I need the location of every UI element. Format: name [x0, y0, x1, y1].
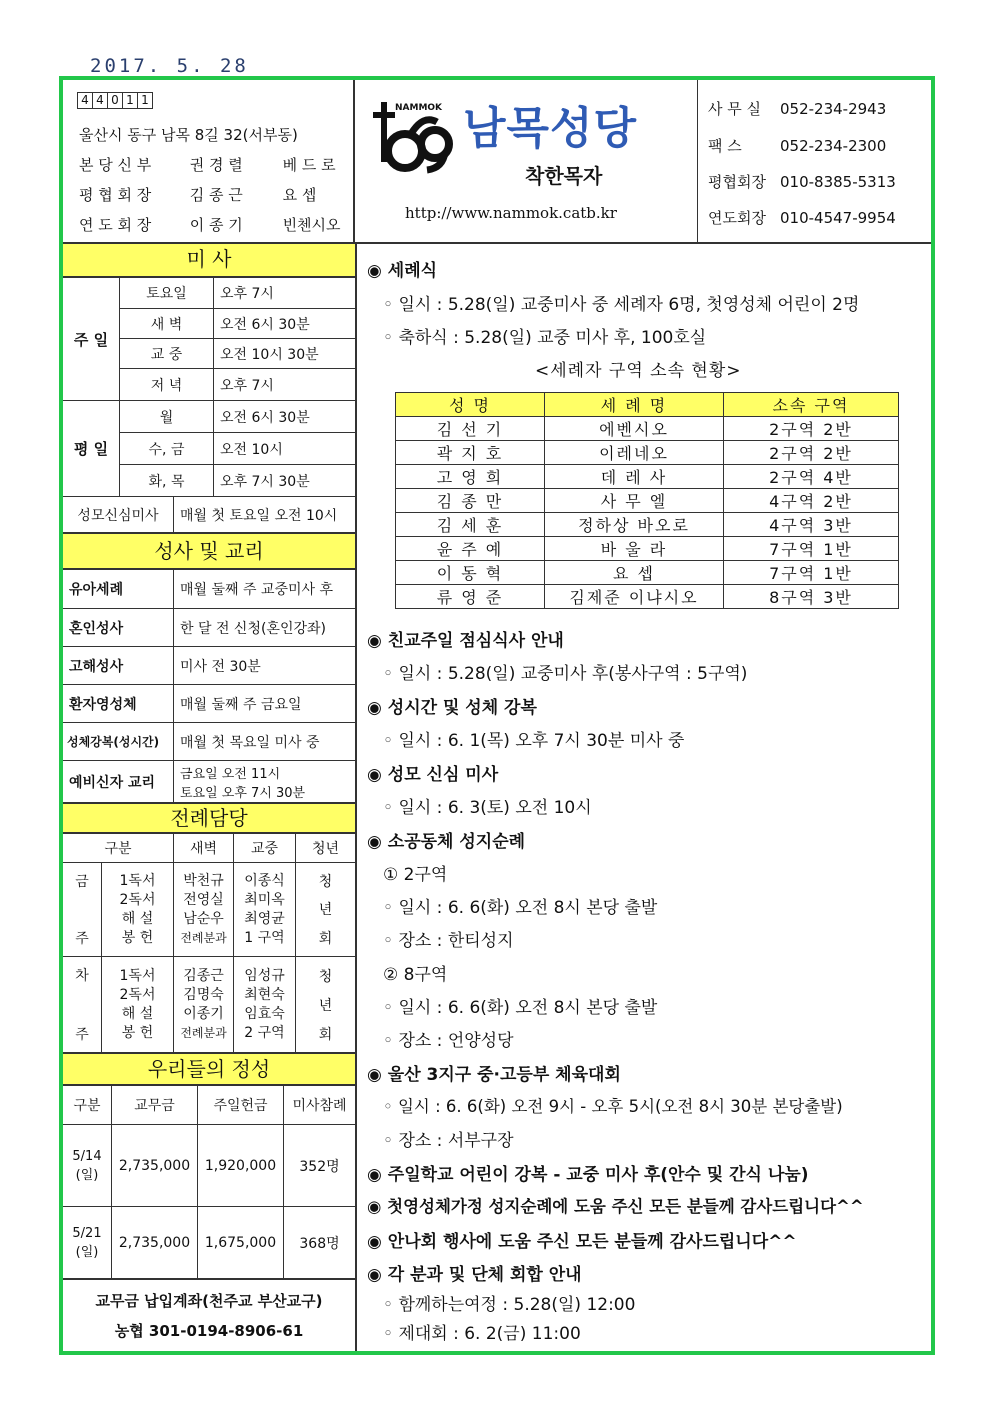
table-cell: 김제준 이냐시오 [545, 585, 724, 609]
staff-line [79, 154, 336, 175]
staff-saint: 빈첸시오 [282, 216, 341, 234]
mass-day: 수, 금 [119, 432, 213, 464]
liturgy-week-label [63, 862, 101, 956]
bullet-icon: ◉ [367, 698, 388, 718]
news-title: 안나회 행사에 도움 주신 모든 분들께 감사드립니다^^ [387, 1232, 797, 1252]
account-title: 교무금 납입계좌(천주교 부산교구) [95, 1291, 323, 1310]
news-line [383, 290, 859, 315]
logo-text: NAMMOK [395, 103, 443, 113]
staff-line [79, 184, 316, 205]
table-row [396, 585, 899, 609]
news-text: 일시 : 6. 6(화) 오전 8시 본당 출발 [398, 998, 658, 1018]
mass-day: 교 중 [119, 338, 213, 368]
table-header: 성 명 [396, 393, 545, 417]
table-cell: 7구역 1반 [724, 561, 899, 585]
liturgy-person: 이종식 [244, 872, 285, 889]
sacrament-value: 매월 첫 목요일 미사 중 [173, 722, 355, 760]
mass-time: 오전 10시 30분 [213, 338, 355, 368]
circled-number: ② [383, 965, 399, 985]
offering-date-text: 5/14 [72, 1148, 102, 1164]
liturgy-person: 최미옥 [244, 891, 285, 908]
contact-value: 052-234-2300 [780, 137, 887, 155]
offering-header: 주일헌금 [197, 1086, 283, 1124]
liturgy-role: 봉 헌 [121, 929, 154, 946]
news-line [383, 993, 657, 1018]
account-number: 농협 301-0194-8906-61 [114, 1321, 304, 1340]
news-text: 함께하는여정 : 5.28(일) 12:00 [398, 1295, 636, 1315]
offering-day-text: (일) [75, 1167, 99, 1183]
staff-role: 평 협 회 장 [79, 186, 152, 204]
staff-role: 연 도 회 장 [79, 216, 152, 234]
mass-time: 오후 7시 30분 [213, 464, 355, 496]
bulletin-frame [59, 76, 935, 1355]
contact-line [708, 207, 896, 228]
liturgy-week-char: 주 [75, 931, 89, 947]
contact-line [708, 171, 896, 192]
zone-name: 2구역 [403, 865, 448, 885]
liturgy-person: 전례분과 [180, 930, 227, 945]
offering-sunday: 1,675,000 [197, 1206, 283, 1278]
offering-header: 교무금 [111, 1086, 197, 1124]
news-heading [367, 1260, 582, 1285]
mary-mass-time: 매월 첫 토요일 오전 10시 [173, 496, 355, 532]
sacrament-label: 예비신자 교리 [63, 760, 173, 802]
small-bullet-icon: ◦ [383, 1031, 399, 1051]
liturgy-person: 전영실 [183, 891, 224, 908]
news-title: 첫영성체가정 성지순례에 도움 주신 모든 분들께 감사드립니다^^ [387, 1197, 864, 1216]
liturgy-week-label [63, 956, 101, 1052]
table-cell: 2구역 2반 [724, 417, 899, 441]
sacrament-value: 미사 전 30분 [173, 646, 355, 684]
liturgy-person: 1 구역 [244, 929, 285, 946]
table-cell: 이 동 혁 [396, 561, 545, 585]
news-line [383, 659, 747, 684]
table-cell: 4구역 3반 [724, 513, 899, 537]
pilgrimage-zone [383, 860, 447, 885]
mass-day: 화, 목 [119, 464, 213, 496]
news-line [383, 726, 684, 751]
table-header: 세 례 명 [545, 393, 724, 417]
liturgy-week-char: 금 [75, 874, 89, 890]
zip-digit: 4 [92, 92, 108, 109]
table-cell: 김 세 훈 [396, 513, 545, 537]
news-line [383, 1026, 514, 1051]
sacrament-value: 토요일 오후 7시 30분 [180, 785, 306, 801]
zip-digit: 4 [77, 92, 93, 109]
baptism-table [395, 392, 899, 609]
table-row [396, 489, 899, 513]
sacrament-label: 고해성사 [63, 646, 173, 684]
table-cell: 바 울 라 [545, 537, 724, 561]
table-cell: 7구역 1반 [724, 537, 899, 561]
news-text: 장소 : 언양성당 [398, 1031, 514, 1051]
mass-day: 저 녁 [119, 368, 213, 400]
news-title: 세례식 [387, 261, 438, 281]
small-bullet-icon: ◦ [383, 798, 399, 818]
mass-section-title: 미 사 [63, 244, 355, 278]
liturgy-main [233, 862, 295, 956]
table-cell: 고 영 희 [396, 465, 545, 489]
sunday-label: 주 일 [73, 330, 109, 349]
bulletin-date: 2017. 5. 28 [90, 55, 249, 77]
liturgy-role: 1독서 [119, 872, 156, 889]
mass-time: 오전 6시 30분 [213, 308, 355, 338]
church-logo-icon [371, 96, 457, 176]
small-bullet-icon: ◦ [383, 898, 399, 918]
liturgy-person: 임효숙 [244, 1005, 285, 1022]
table-cell: 2구역 2반 [724, 441, 899, 465]
liturgy-roles [101, 956, 173, 1052]
bullet-icon: ◉ [367, 1065, 388, 1085]
contact-label: 평협회장 [708, 173, 766, 191]
liturgy-header: 교중 [233, 834, 295, 862]
liturgy-role: 2독서 [119, 986, 156, 1003]
liturgy-roles [101, 862, 173, 956]
small-bullet-icon: ◦ [383, 1097, 398, 1116]
liturgy-youth [295, 956, 355, 1052]
small-bullet-icon: ◦ [383, 931, 399, 951]
sacrament-label: 유아세례 [69, 582, 124, 598]
sacrament-value: 한 달 전 신청(혼인강좌) [173, 608, 355, 646]
liturgy-person: 박천규 [183, 872, 224, 889]
bullet-icon: ◉ [367, 832, 388, 852]
news-heading [367, 1060, 621, 1085]
news-text: 일시 : 5.28(일) 교중미사 중 세례자 6명, 첫영성체 어린이 2명 [398, 295, 860, 315]
header [63, 80, 931, 244]
small-bullet-icon: ◦ [383, 328, 399, 348]
liturgy-week-char: 주 [75, 1027, 89, 1043]
table-cell: 사 무 엘 [545, 489, 724, 513]
news-title: 각 분과 및 단체 회합 안내 [387, 1265, 582, 1285]
table-row [396, 561, 899, 585]
news-text: 일시 : 6. 1(목) 오후 7시 30분 미사 중 [398, 731, 685, 751]
small-bullet-icon: ◦ [383, 1131, 399, 1151]
liturgy-role: 2독서 [119, 891, 156, 908]
staff-name: 이 종 기 [189, 216, 243, 234]
zip-digit: 1 [137, 92, 153, 109]
liturgy-person: 남순우 [183, 910, 224, 927]
offering-header: 구분 [73, 1098, 101, 1114]
contact-line [708, 98, 886, 119]
liturgy-header: 구분 [104, 841, 132, 857]
zip-digit: 1 [122, 92, 138, 109]
table-cell: 에벤시오 [545, 417, 724, 441]
news-title: 주일학교 어린이 강복 - 교중 미사 후(안수 및 간식 나눔) [387, 1165, 809, 1185]
offering-header: 미사참례 [283, 1086, 355, 1124]
news-line [383, 323, 706, 348]
liturgy-youth [295, 862, 355, 956]
contact-line [708, 135, 886, 156]
liturgy-role: 해 설 [121, 910, 154, 927]
news-line [383, 926, 514, 951]
offering-attendance: 368명 [283, 1206, 355, 1278]
liturgy-youth-char: 회 [318, 930, 333, 947]
news-line [383, 1319, 581, 1344]
table-row [396, 417, 899, 441]
liturgy-person: 김명숙 [183, 986, 224, 1003]
liturgy-role: 봉 헌 [121, 1024, 154, 1041]
offering-dues: 2,735,000 [111, 1206, 197, 1278]
header-info [63, 80, 355, 242]
news-text: 일시 : 6. 6(화) 오전 8시 본당 출발 [398, 898, 658, 918]
table-row [396, 465, 899, 489]
liturgy-role: 해 설 [121, 1005, 154, 1022]
mass-day: 새 벽 [119, 308, 213, 338]
liturgy-youth-char: 년 [318, 902, 333, 919]
contact-value: 052-234-2943 [780, 100, 887, 118]
liturgy-main [233, 956, 295, 1052]
zone-name: 8구역 [403, 965, 448, 985]
sacrament-value: 매월 둘째 주 교중미사 후 [173, 570, 355, 608]
liturgy-section-title: 전례담당 [63, 802, 355, 834]
bullet-icon: ◉ [367, 1165, 388, 1185]
liturgy-person: 전례분과 [180, 1025, 227, 1040]
news-line [383, 893, 657, 918]
bullet-icon: ◉ [367, 1265, 388, 1285]
mass-time: 오후 7시 [213, 278, 355, 308]
sacrament-label: 환자영성체 [63, 684, 173, 722]
news-text: 일시 : 5.28(일) 교중미사 후(봉사구역 : 5구역) [398, 664, 748, 684]
liturgy-week-char: 차 [75, 968, 89, 984]
mass-day: 월 [119, 400, 213, 432]
bullet-icon: ◉ [367, 261, 388, 281]
table-cell: 류 영 준 [396, 585, 545, 609]
small-bullet-icon: ◦ [383, 295, 399, 315]
liturgy-person: 김종근 [183, 967, 224, 984]
bullet-icon: ◉ [367, 631, 388, 651]
news-text: 장소 : 서부구장 [398, 1131, 514, 1151]
bullet-icon: ◉ [367, 1197, 388, 1216]
liturgy-person: 최현숙 [244, 986, 285, 1003]
staff-saint: 베 드 로 [282, 156, 336, 174]
offering-dues: 2,735,000 [111, 1124, 197, 1206]
news-heading [367, 626, 564, 651]
sacrament-section-title: 성사 및 교리 [63, 532, 355, 570]
offering-day-text: (일) [75, 1244, 99, 1260]
liturgy-role: 1독서 [119, 967, 156, 984]
news-heading [367, 693, 537, 718]
table-cell: 8구역 3반 [724, 585, 899, 609]
news-line [383, 1093, 843, 1117]
news-text: 제대회 : 6. 2(금) 11:00 [398, 1324, 581, 1344]
table-row [396, 537, 899, 561]
contact-value: 010-8385-5313 [780, 173, 896, 191]
liturgy-person: 2 구역 [244, 1024, 285, 1041]
news-text: 일시 : 6. 3(토) 오전 10시 [398, 798, 592, 818]
pilgrimage-zone [383, 960, 447, 985]
table-cell: 2구역 4반 [724, 465, 899, 489]
staff-name: 김 종 근 [189, 186, 243, 204]
offering-attendance: 352명 [283, 1124, 355, 1206]
liturgy-dawn [173, 956, 233, 1052]
staff-line [79, 214, 341, 235]
table-cell: 곽 지 호 [396, 441, 545, 465]
liturgy-dawn [173, 862, 233, 956]
news-title: 성시간 및 성체 강복 [387, 698, 537, 718]
small-bullet-icon: ◦ [383, 731, 399, 751]
offering-date [63, 1124, 111, 1206]
small-bullet-icon: ◦ [383, 664, 399, 684]
news-line [383, 793, 592, 818]
news-heading [367, 760, 498, 785]
mary-mass-label: 성모신심미사 [63, 496, 173, 532]
liturgy-youth-char: 청 [318, 968, 333, 985]
table-cell: 4구역 2반 [724, 489, 899, 513]
offering-date-text: 5/21 [72, 1225, 102, 1241]
bullet-icon: ◉ [367, 1232, 388, 1252]
mass-time: 오전 6시 30분 [213, 400, 355, 432]
table-row [396, 441, 899, 465]
news-title: 성모 신심 미사 [387, 765, 499, 785]
table-header-row [396, 393, 899, 417]
news-text: 일시 : 6. 6(화) 오전 9시 - 오후 5시(오전 8시 30분 본당출발) [397, 1097, 843, 1116]
contact-label: 팩 스 [708, 137, 742, 155]
contact-value: 010-4547-9954 [780, 209, 896, 227]
staff-saint: 요 셉 [282, 186, 317, 204]
offering-section-title: 우리들의 정성 [63, 1052, 355, 1086]
small-bullet-icon: ◦ [383, 998, 399, 1018]
catechumen-times [173, 760, 355, 802]
church-name: 남목성당 [463, 103, 638, 154]
news-line [383, 1126, 514, 1151]
news-heading [367, 1160, 809, 1185]
news-title: 소공동체 성지순례 [387, 832, 526, 852]
news-heading [367, 256, 437, 281]
left-column [63, 242, 357, 1351]
baptism-table-title: <세례자 구역 소속 현황> [535, 361, 742, 381]
table-cell: 김 선 기 [396, 417, 545, 441]
liturgy-youth-char: 청 [318, 874, 333, 891]
news-text: 장소 : 한티성지 [398, 931, 514, 951]
mass-time: 오후 7시 [213, 368, 355, 400]
mass-time: 오전 10시 [213, 432, 355, 464]
liturgy-header: 청년 [295, 834, 355, 862]
contact-label: 사 무 실 [708, 100, 762, 118]
circled-number: ① [383, 865, 399, 885]
contact-label: 연도회장 [708, 209, 766, 227]
table-row [396, 513, 899, 537]
account-box [63, 1278, 355, 1351]
news-heading [367, 827, 525, 852]
bullet-icon: ◉ [367, 765, 388, 785]
table-header: 소속 구역 [724, 393, 899, 417]
contacts [698, 80, 931, 242]
news-line [383, 1290, 635, 1315]
small-bullet-icon: ◦ [383, 1324, 399, 1344]
sacrament-value: 금요일 오전 11시 [180, 766, 281, 782]
news-heading [367, 1227, 797, 1252]
liturgy-header: 새벽 [173, 834, 233, 862]
news-column [357, 242, 931, 1351]
liturgy-person: 이종기 [183, 1005, 224, 1022]
liturgy-person: 임성규 [244, 967, 285, 984]
staff-name: 권 경 렬 [189, 156, 243, 174]
news-heading [367, 1193, 864, 1217]
sacrament-label: 성체강복(성시간) [63, 722, 173, 760]
zip-code [77, 92, 152, 109]
small-bullet-icon: ◦ [383, 1295, 399, 1315]
table-cell: 윤 주 예 [396, 537, 545, 561]
weekday-label: 평 일 [63, 400, 119, 496]
bulletin-subtitle: 착한목자 [525, 164, 603, 188]
staff-role: 본 당 신 부 [79, 156, 152, 174]
website-link[interactable]: http://www.nammok.catb.kr [405, 204, 617, 222]
liturgy-person: 최영균 [244, 910, 285, 927]
address: 울산시 동구 남목 8길 32(서부동) [79, 126, 298, 144]
news-title: 친교주일 점심식사 안내 [387, 631, 564, 651]
table-cell: 김 종 만 [396, 489, 545, 513]
table-cell: 데 레 사 [545, 465, 724, 489]
sacrament-label: 혼인성사 [63, 608, 173, 646]
offering-date [63, 1206, 111, 1278]
table-cell: 요 셉 [545, 561, 724, 585]
mass-day: 토요일 [119, 278, 213, 308]
news-title: 울산 3지구 중·고등부 체육대회 [387, 1065, 621, 1085]
header-title [355, 80, 698, 242]
table-cell: 이레네오 [545, 441, 724, 465]
liturgy-youth-char: 년 [318, 997, 333, 1014]
offering-sunday: 1,920,000 [197, 1124, 283, 1206]
liturgy-youth-char: 회 [318, 1026, 333, 1043]
sacrament-value: 매월 둘째 주 금요일 [173, 684, 355, 722]
zip-digit: 0 [107, 92, 123, 109]
news-text: 축하식 : 5.28(일) 교중 미사 후, 100호실 [398, 328, 707, 348]
table-cell: 정하상 바오로 [545, 513, 724, 537]
